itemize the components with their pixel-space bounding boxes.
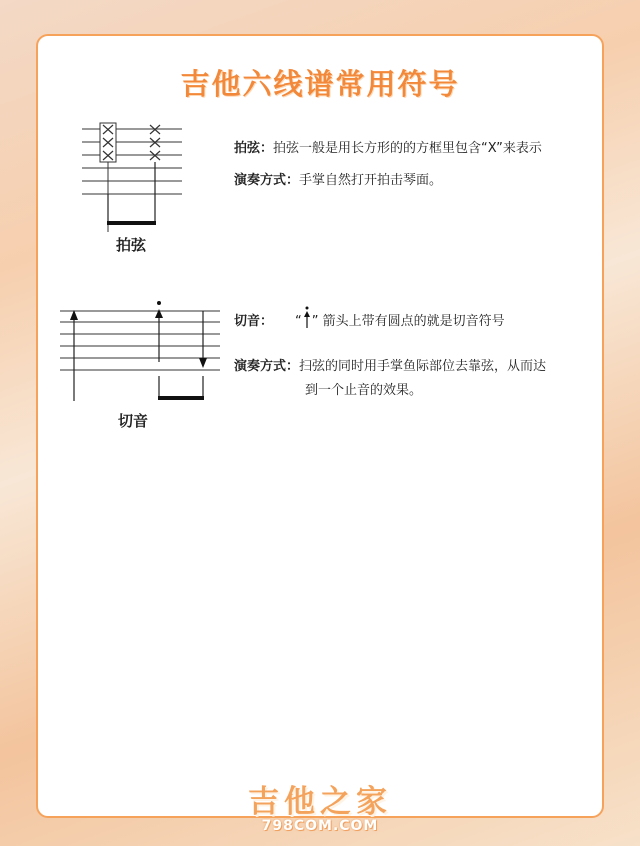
qie-yin-description xyxy=(234,306,546,403)
pai-xian-caption: 拍弦 xyxy=(116,236,147,254)
pai-xian-definition xyxy=(234,137,542,161)
colon: ： xyxy=(260,314,274,329)
colon: ： xyxy=(286,359,300,374)
qie-yin-caption: 切音 xyxy=(118,412,149,430)
qie-yin-diagram xyxy=(60,300,220,410)
colon: ： xyxy=(260,141,274,156)
quote-open: “ xyxy=(295,314,302,329)
pai-xian-def-text: 拍弦一般是用长方形的的方框里包含“X”来表示 xyxy=(273,141,542,156)
brand-logo: 吉他之家 xyxy=(248,784,392,820)
pai-xian-diagram xyxy=(82,122,182,232)
qie-yin-play-line2: 到一个止音的效果。 xyxy=(305,383,423,398)
qie-yin-definition xyxy=(234,306,546,337)
qie-yin-play-cont xyxy=(234,379,546,403)
pai-xian-def-label: 拍弦 xyxy=(234,141,261,156)
colon: ： xyxy=(286,173,300,188)
site-url: 798COM.COM xyxy=(261,818,379,834)
pai-xian-play-label: 演奏方式 xyxy=(234,173,287,188)
page-title: 吉他六线谱常用符号 xyxy=(180,67,460,101)
qie-yin-play xyxy=(234,355,546,379)
content-card xyxy=(36,34,604,818)
pai-xian-description xyxy=(234,137,542,193)
qie-yin-def-label: 切音 xyxy=(234,314,261,329)
mute-arrow-icon xyxy=(302,306,312,337)
qie-yin-play-label: 演奏方式 xyxy=(234,359,287,374)
pai-xian-play xyxy=(234,169,542,193)
pai-xian-play-text: 手掌自然打开拍击琴面。 xyxy=(299,173,443,188)
qie-yin-def-text: ” 箭头上带有圆点的就是切音符号 xyxy=(311,314,505,329)
qie-yin-play-line1: 扫弦的同时用手掌鱼际部位去靠弦，从而达 xyxy=(299,359,547,374)
